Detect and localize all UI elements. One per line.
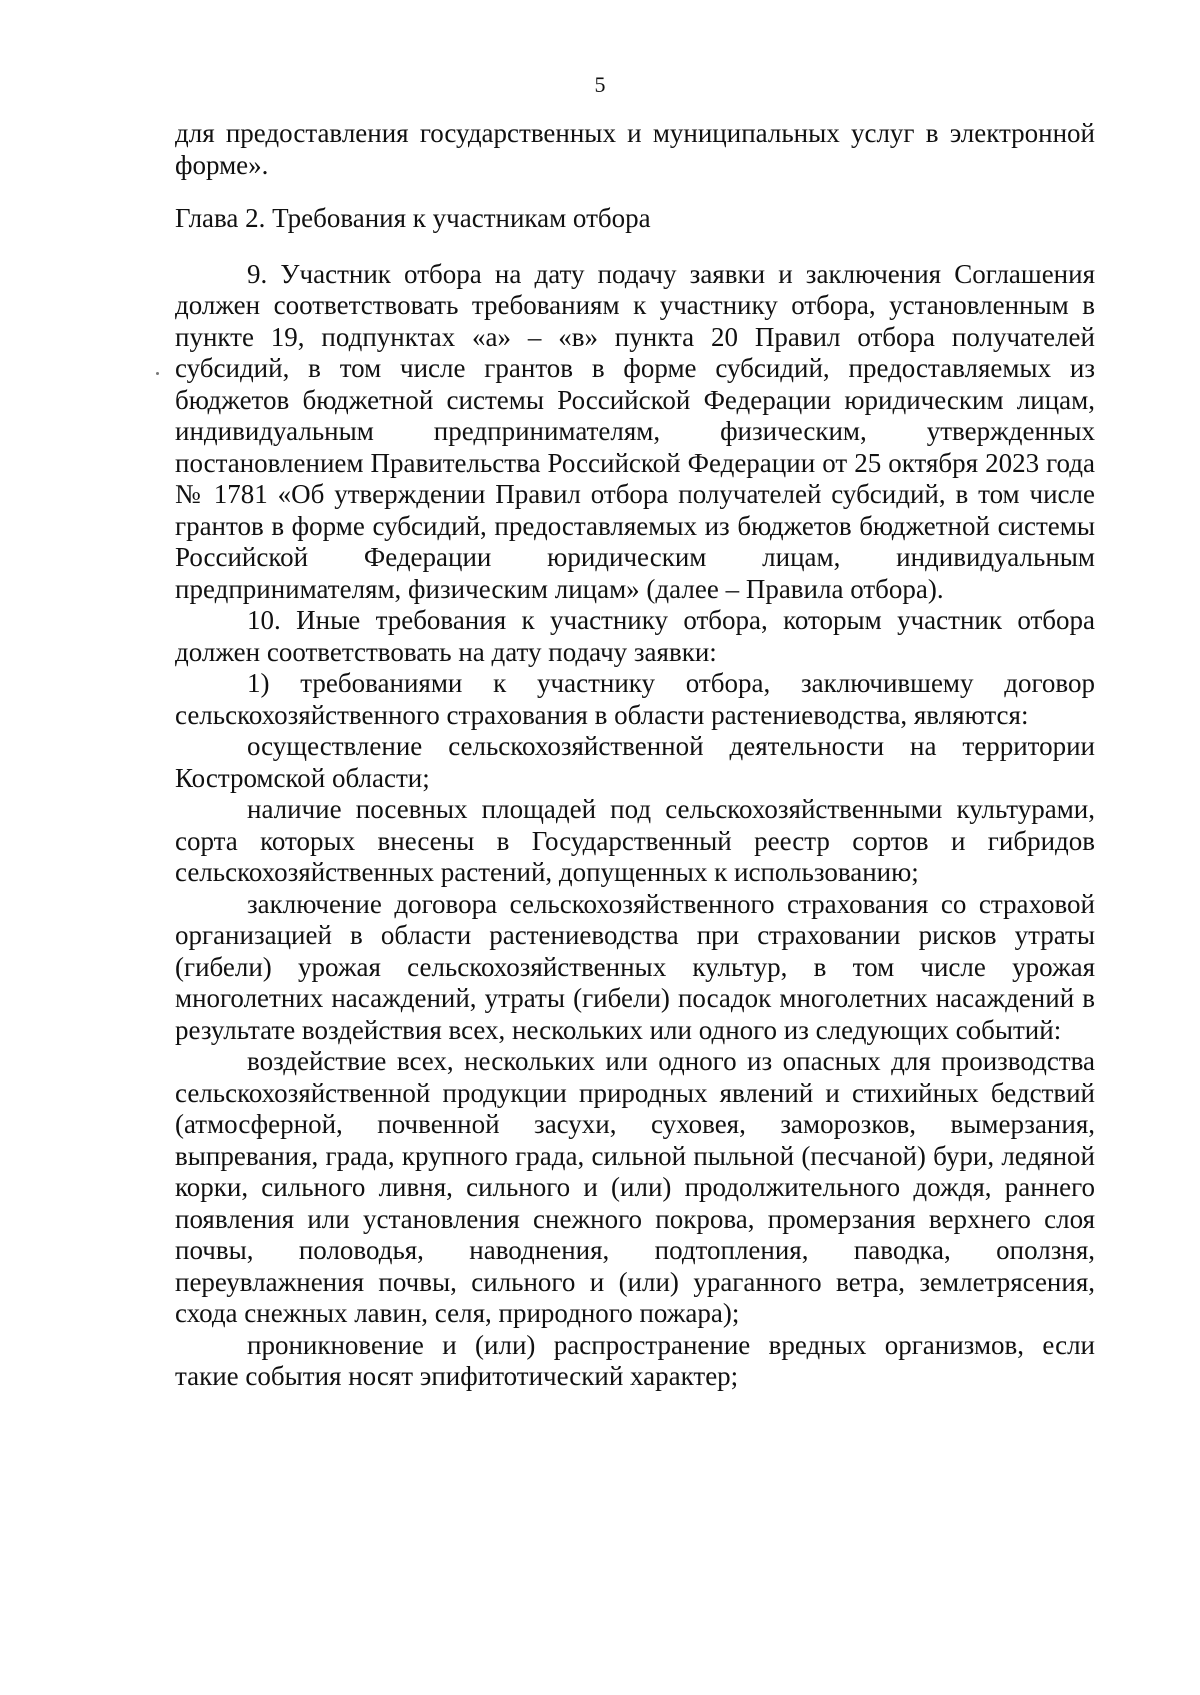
paragraph-event-natural: воздействие всех, нескольких или одного из опасных для производства сельскохозяйственной продукции природных явлений и стихийных бедствий (атмосферной, почвенной засухи, суховея, заморозков, вымерзания, выпревания, града, крупного града, сильной пыльной (песчаной) бури, ледяной корки, сильного ливня, сильного и (или) продолжительного дождя, раннего появления или установления снежного покрова, промерзания верхнего слоя почвы, половодья, наводнения, подтопления, паводка, оползня, переувлажнения почвы, сильного и (или) ураганного ветра, землетрясения, схода снежных лавин, селя, природного пожара); xyxy=(175,1046,1095,1328)
paragraph-continuation: для предоставления государственных и муниципальных услуг в электронной форме». xyxy=(175,118,1095,180)
chapter-heading: Глава 2. Требования к участникам отбора xyxy=(175,203,651,233)
page-number: 5 xyxy=(594,72,606,97)
paragraph-requirement-activity: осуществление сельскохозяйственной деятельности на территории Костромской области; xyxy=(175,731,1095,793)
scan-speck xyxy=(156,372,159,375)
paragraph-item-9: 9. Участник отбора на дату подачу заявки и заключения Соглашения должен соответствовать требованиям к участнику отбора, установленным в пункте 19, подпунктах «а» – «в» пункта 20 Правил отбора получателей субсидий, в том числе грантов в форме субсидий, предоставляемых из бюджетов бюджетной системы Российской Федерации юридическим лицам, индивидуальным предпринимателям, физическим, утвержденных постановлением Правительства Российской Федерации от 25 октября 2023 года № 1781 «Об утверждении Правил отбора получателей субсидий, в том числе грантов в форме субсидий, предоставляемых из бюджетов бюджетной системы Российской Федерации юридическим лицам, индивидуальным предпринимателям, физическим лицам» (далее – Правила отбора). xyxy=(175,258,1095,604)
paragraph-requirement-insurance: заключение договора сельскохозяйственного страхования со страховой организацией в области растениеводства при страховании рисков утраты (гибели) урожая сельскохозяйственных культур, в том числе урожая многолетних насаждений, утраты (гибели) посадок многолетних насаждений в результате воздействия всех, нескольких или одного из следующих событий: xyxy=(175,888,1095,1045)
paragraph-item-10: 10. Иные требования к участнику отбора, которым участник отбора должен соответствовать на дату подачу заявки: xyxy=(175,605,1095,667)
paragraph-event-pests: проникновение и (или) распространение вредных организмов, если такие события носят эпифитотический характер; xyxy=(175,1329,1095,1391)
paragraph-requirement-crops: наличие посевных площадей под сельскохозяйственными культурами, сорта которых внесены в Государственный реестр сортов и гибридов сельскохозяйственных растений, допущенных к использованию; xyxy=(175,794,1095,887)
paragraph-subitem-1: 1) требованиями к участнику отбора, заключившему договор сельскохозяйственного страхования в области растениеводства, являются: xyxy=(175,668,1095,730)
document-body xyxy=(175,118,1095,1393)
